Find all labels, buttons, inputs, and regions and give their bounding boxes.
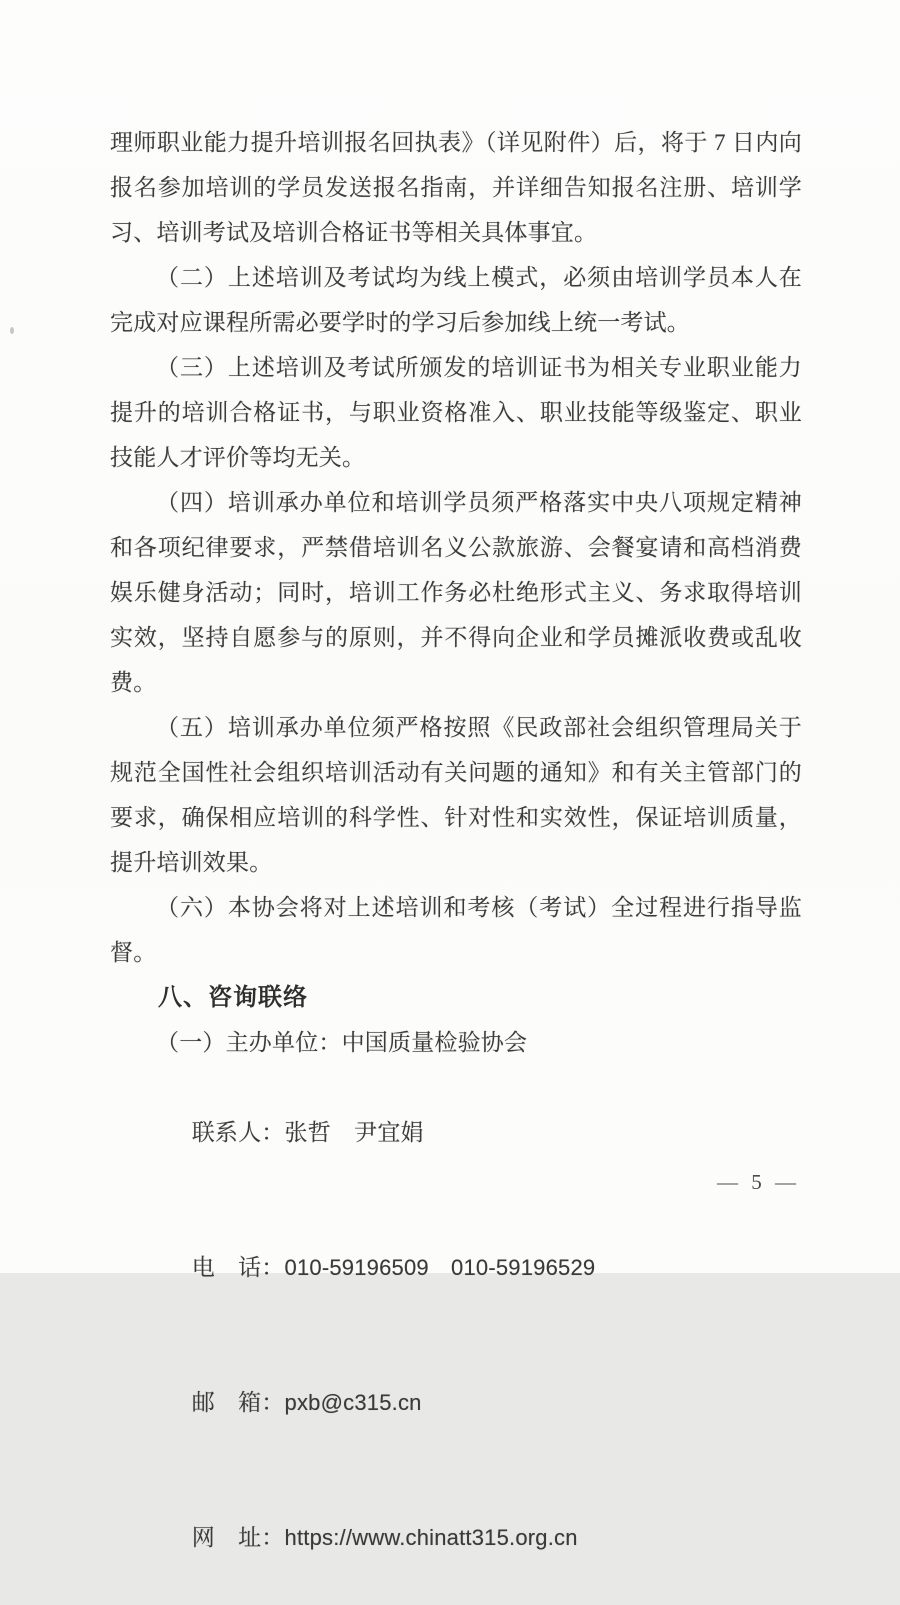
contact-email-value: pxb@c315.cn [284, 1390, 422, 1415]
page-number: — 5 — [717, 1170, 800, 1194]
organizer-line: （一）主办单位：中国质量检验协会 [156, 1030, 528, 1055]
contact-person-value: 张哲 尹宜娟 [284, 1120, 424, 1145]
document-body [110, 120, 802, 1605]
contact-email-label: 邮 箱： [191, 1390, 285, 1415]
paragraph-item-2: （二）上述培训及考试均为线上模式，必须由培训学员本人在完成对应课程所需必要学时的学习后参加线上统一考试。 [110, 265, 802, 335]
contact-website-line [156, 1470, 802, 1605]
paragraph-item-6: （六）本协会将对上述培训和考核（考试）全过程进行指导监督。 [110, 895, 802, 965]
contact-email-line [156, 1335, 802, 1470]
scan-artifact [10, 327, 14, 334]
contact-website-value: https://www.chinatt315.org.cn [284, 1525, 578, 1550]
paragraph-item-4: （四）培训承办单位和培训学员须严格落实中央八项规定精神和各项纪律要求，严禁借培训名义公款旅游、会餐宴请和高档消费娱乐健身活动；同时，培训工作务必杜绝形式主义、务求取得培训实效，坚持自愿参与的原则，并不得向企业和学员摊派收费或乱收费。 [110, 490, 802, 695]
paragraph-item-5: （五）培训承办单位须严格按照《民政部社会组织管理局关于规范全国性社会组织培训活动有关问题的通知》和有关主管部门的要求，确保相应培训的科学性、针对性和实效性，保证培训质量，提升培训效果。 [110, 715, 802, 875]
paragraph-continuation: 理师职业能力提升培训报名回执表》（详见附件）后，将于 7 日内向报名参加培训的学员发送报名指南，并详细告知报名注册、培训学习、培训考试及培训合格证书等相关具体事宜。 [110, 130, 802, 245]
contact-person-label: 联系人： [191, 1120, 285, 1145]
contact-website-label: 网 址： [191, 1525, 285, 1550]
contact-phone-value: 010-59196509 010-59196529 [284, 1255, 596, 1280]
contact-phone-label: 电 话： [191, 1255, 285, 1280]
contact-person-line [156, 1065, 802, 1200]
section-heading-consultation: 八、咨询联络 [158, 984, 308, 1011]
paragraph-item-3: （三）上述培训及考试所颁发的培训证书为相关专业职业能力提升的培训合格证书，与职业资格准入、职业技能等级鉴定、职业技能人才评价等均无关。 [110, 355, 802, 470]
contact-phone-line [156, 1200, 802, 1335]
